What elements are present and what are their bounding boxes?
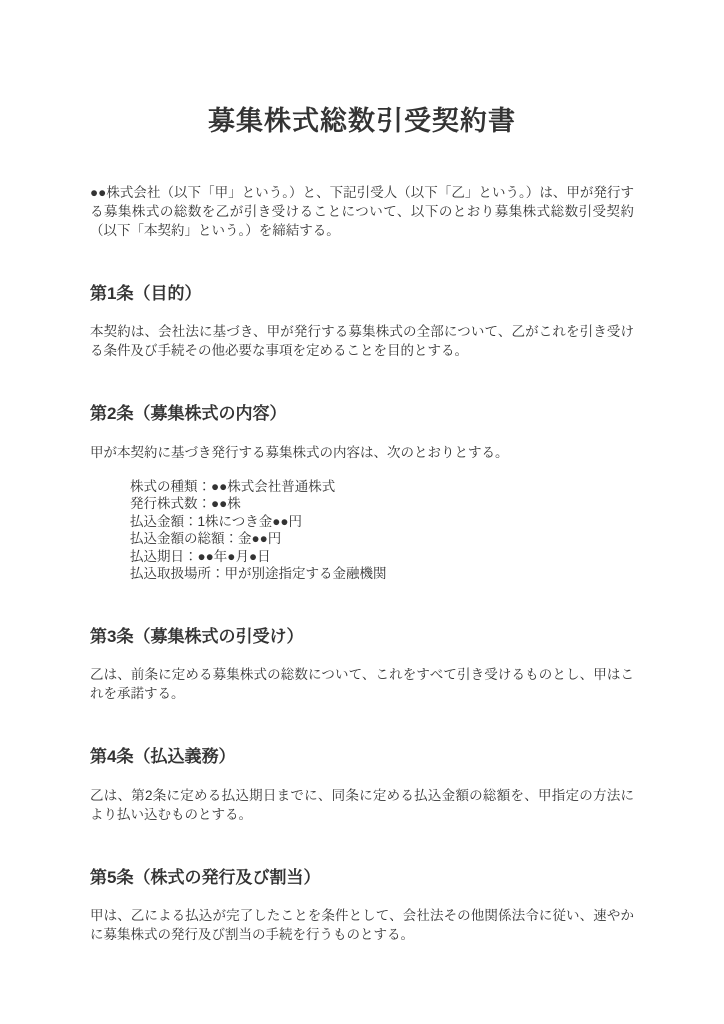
list-item-payment-total: 払込金額の総額：金●●円: [130, 531, 282, 547]
article-5: [90, 868, 634, 944]
article-2: [90, 404, 634, 582]
article-1-body: 本契約は、会社法に基づき、甲が発行する募集株式の全部について、乙がこれを引き受ける条件及び手続その他必要な事項を定めることを目的とする。: [90, 324, 634, 359]
article-3-heading: 第3条（募集株式の引受け）: [90, 626, 304, 646]
document-title: 募集株式総数引受契約書: [208, 106, 516, 136]
list-item-payment-place: 払込取扱場所：甲が別途指定する金融機関: [130, 566, 387, 582]
list-item-share-class: 株式の種類：●●株式会社普通株式: [130, 478, 336, 494]
article-4-body: 乙は、第2条に定める払込期日までに、同条に定める払込金額の総額を、甲指定の方法により払い込むものとする。: [90, 787, 634, 822]
article-4-heading: 第4条（払込義務）: [90, 747, 236, 767]
article-1-heading: 第1条（目的）: [90, 284, 202, 304]
list-item-share-count: 発行株式数：●●株: [130, 496, 241, 512]
intro-paragraph: ●●株式会社（以下「甲」という。）と、下記引受人（以下「乙」という。）は、甲が発行する募集株式の総数を乙が引き受けることについて、以下のとおり募集株式総数引受契約（以下「本契約」という。）を締結する。: [90, 185, 634, 239]
share-terms-list: [130, 478, 634, 583]
list-item-payment-date: 払込期日：●●年●月●日: [130, 548, 271, 564]
article-3: [90, 627, 634, 703]
article-3-body: 乙は、前条に定める募集株式の総数について、これをすべて引き受けるものとし、甲はこれを承諾する。: [90, 667, 634, 702]
article-5-heading: 第5条（株式の発行及び割当）: [90, 867, 321, 887]
list-item-payment-amount: 払込金額：1株につき金●●円: [130, 513, 303, 529]
article-4: [90, 747, 634, 823]
article-1: [90, 284, 634, 360]
article-2-body: 甲が本契約に基づき発行する募集株式の内容は、次のとおりとする。: [90, 444, 509, 460]
article-2-heading: 第2条（募集株式の内容）: [90, 404, 287, 424]
article-5-body: 甲は、乙による払込が完了したことを条件として、会社法その他関係法令に従い、速やかに募集株式の発行及び割当の手続を行うものとする。: [90, 908, 634, 943]
